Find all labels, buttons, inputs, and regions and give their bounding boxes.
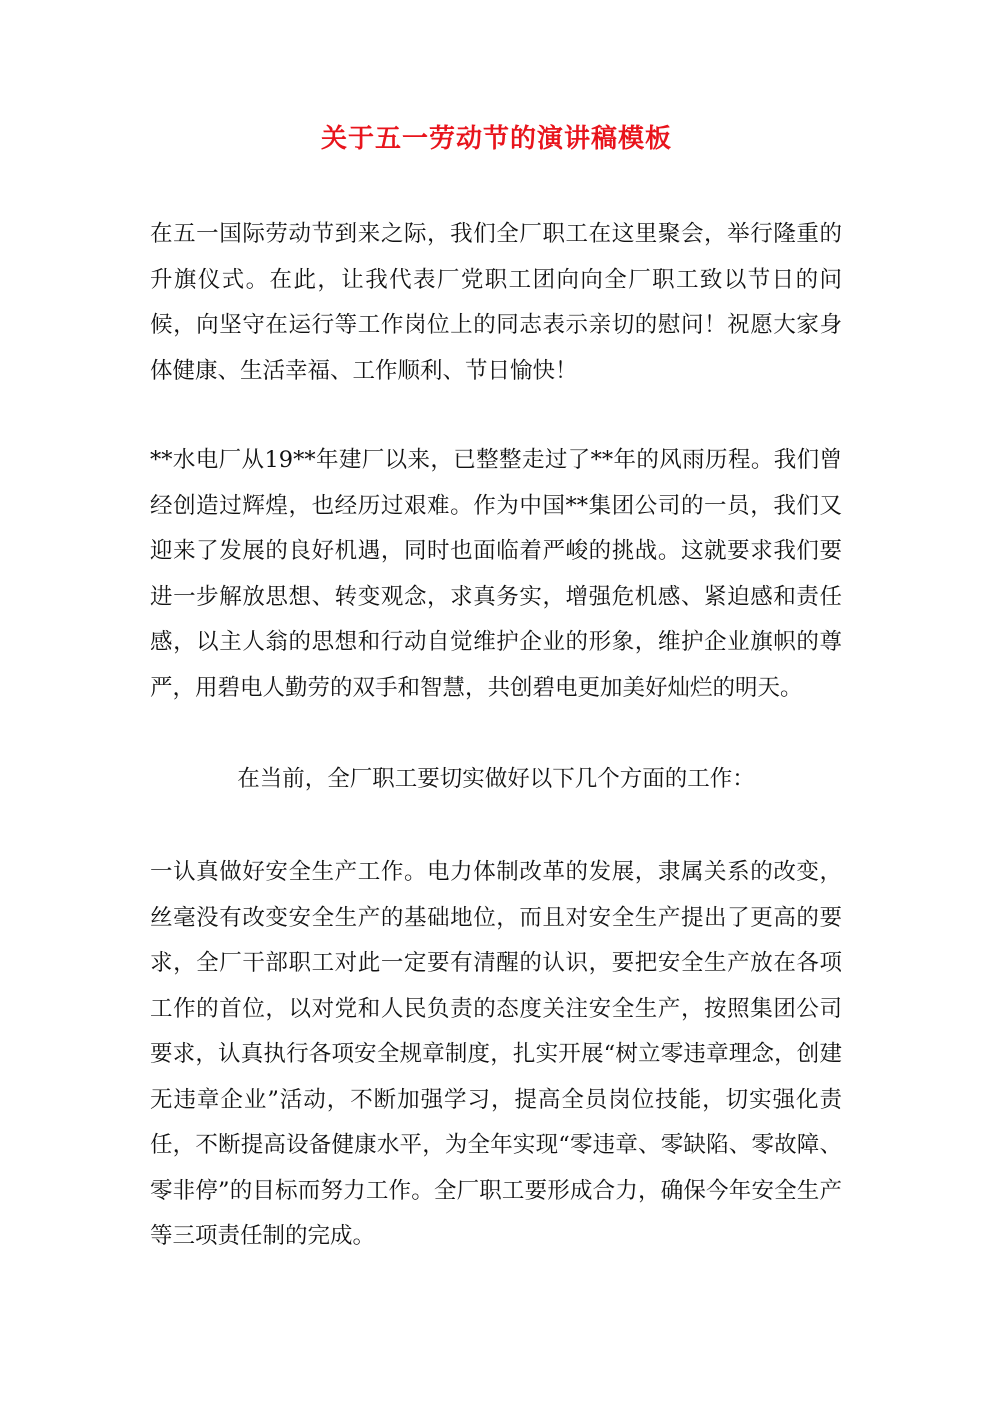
paragraph-intro-tasks: 在当前，全厂职工要切实做好以下几个方面的工作：: [237, 766, 755, 792]
paragraph-greeting: 在五一国际劳动节到来之际，我们全厂职工在这里聚会，举行隆重的升旗仪式。在此，让我代表厂党职工团向向全厂职工致以节日的问候，向坚守在运行等工作岗位上的同志表示亲切的慰问！祝愿大家身体健康、生活幸福、工作顺利、节日愉快！: [150, 221, 842, 384]
paragraph-history: **水电厂从19**年建厂以来，已整整走过了**年的风雨历程。我们曾经创造过辉煌，也经历过艰难。作为中国**集团公司的一员，我们又迎来了发展的良好机遇，同时也面临着严峻的挑战。这就要求我们要进一步解放思想、转变观念，求真务实，增强危机感、紧迫感和责任感，以主人翁的思想和行动自觉维护企业的形象，维护企业旗帜的尊严，用碧电人勤劳的双手和智慧，共创碧电更加美好灿烂的明天。: [150, 447, 842, 701]
document-title: 关于五一劳动节的演讲稿模板: [320, 124, 672, 154]
paragraph-safety-production: 一认真做好安全生产工作。电力体制改革的发展，隶属关系的改变，丝毫没有改变安全生产的基础地位，而且对安全生产提出了更高的要求，全厂干部职工对此一定要有清醒的认识，要把安全生产放在各项工作的首位，以对党和人民负责的态度关注安全生产，按照集团公司要求，认真执行各项安全规章制度，扎实开展“树立零违章理念，创建无违章企业”活动，不断加强学习，提高全员岗位技能，切实强化责任，不断提高设备健康水平，为全年实现“零违章、零缺陷、零故障、零非停”的目标而努力工作。全厂职工要形成合力，确保今年安全生产等三项责任制的完成。: [150, 859, 842, 1249]
